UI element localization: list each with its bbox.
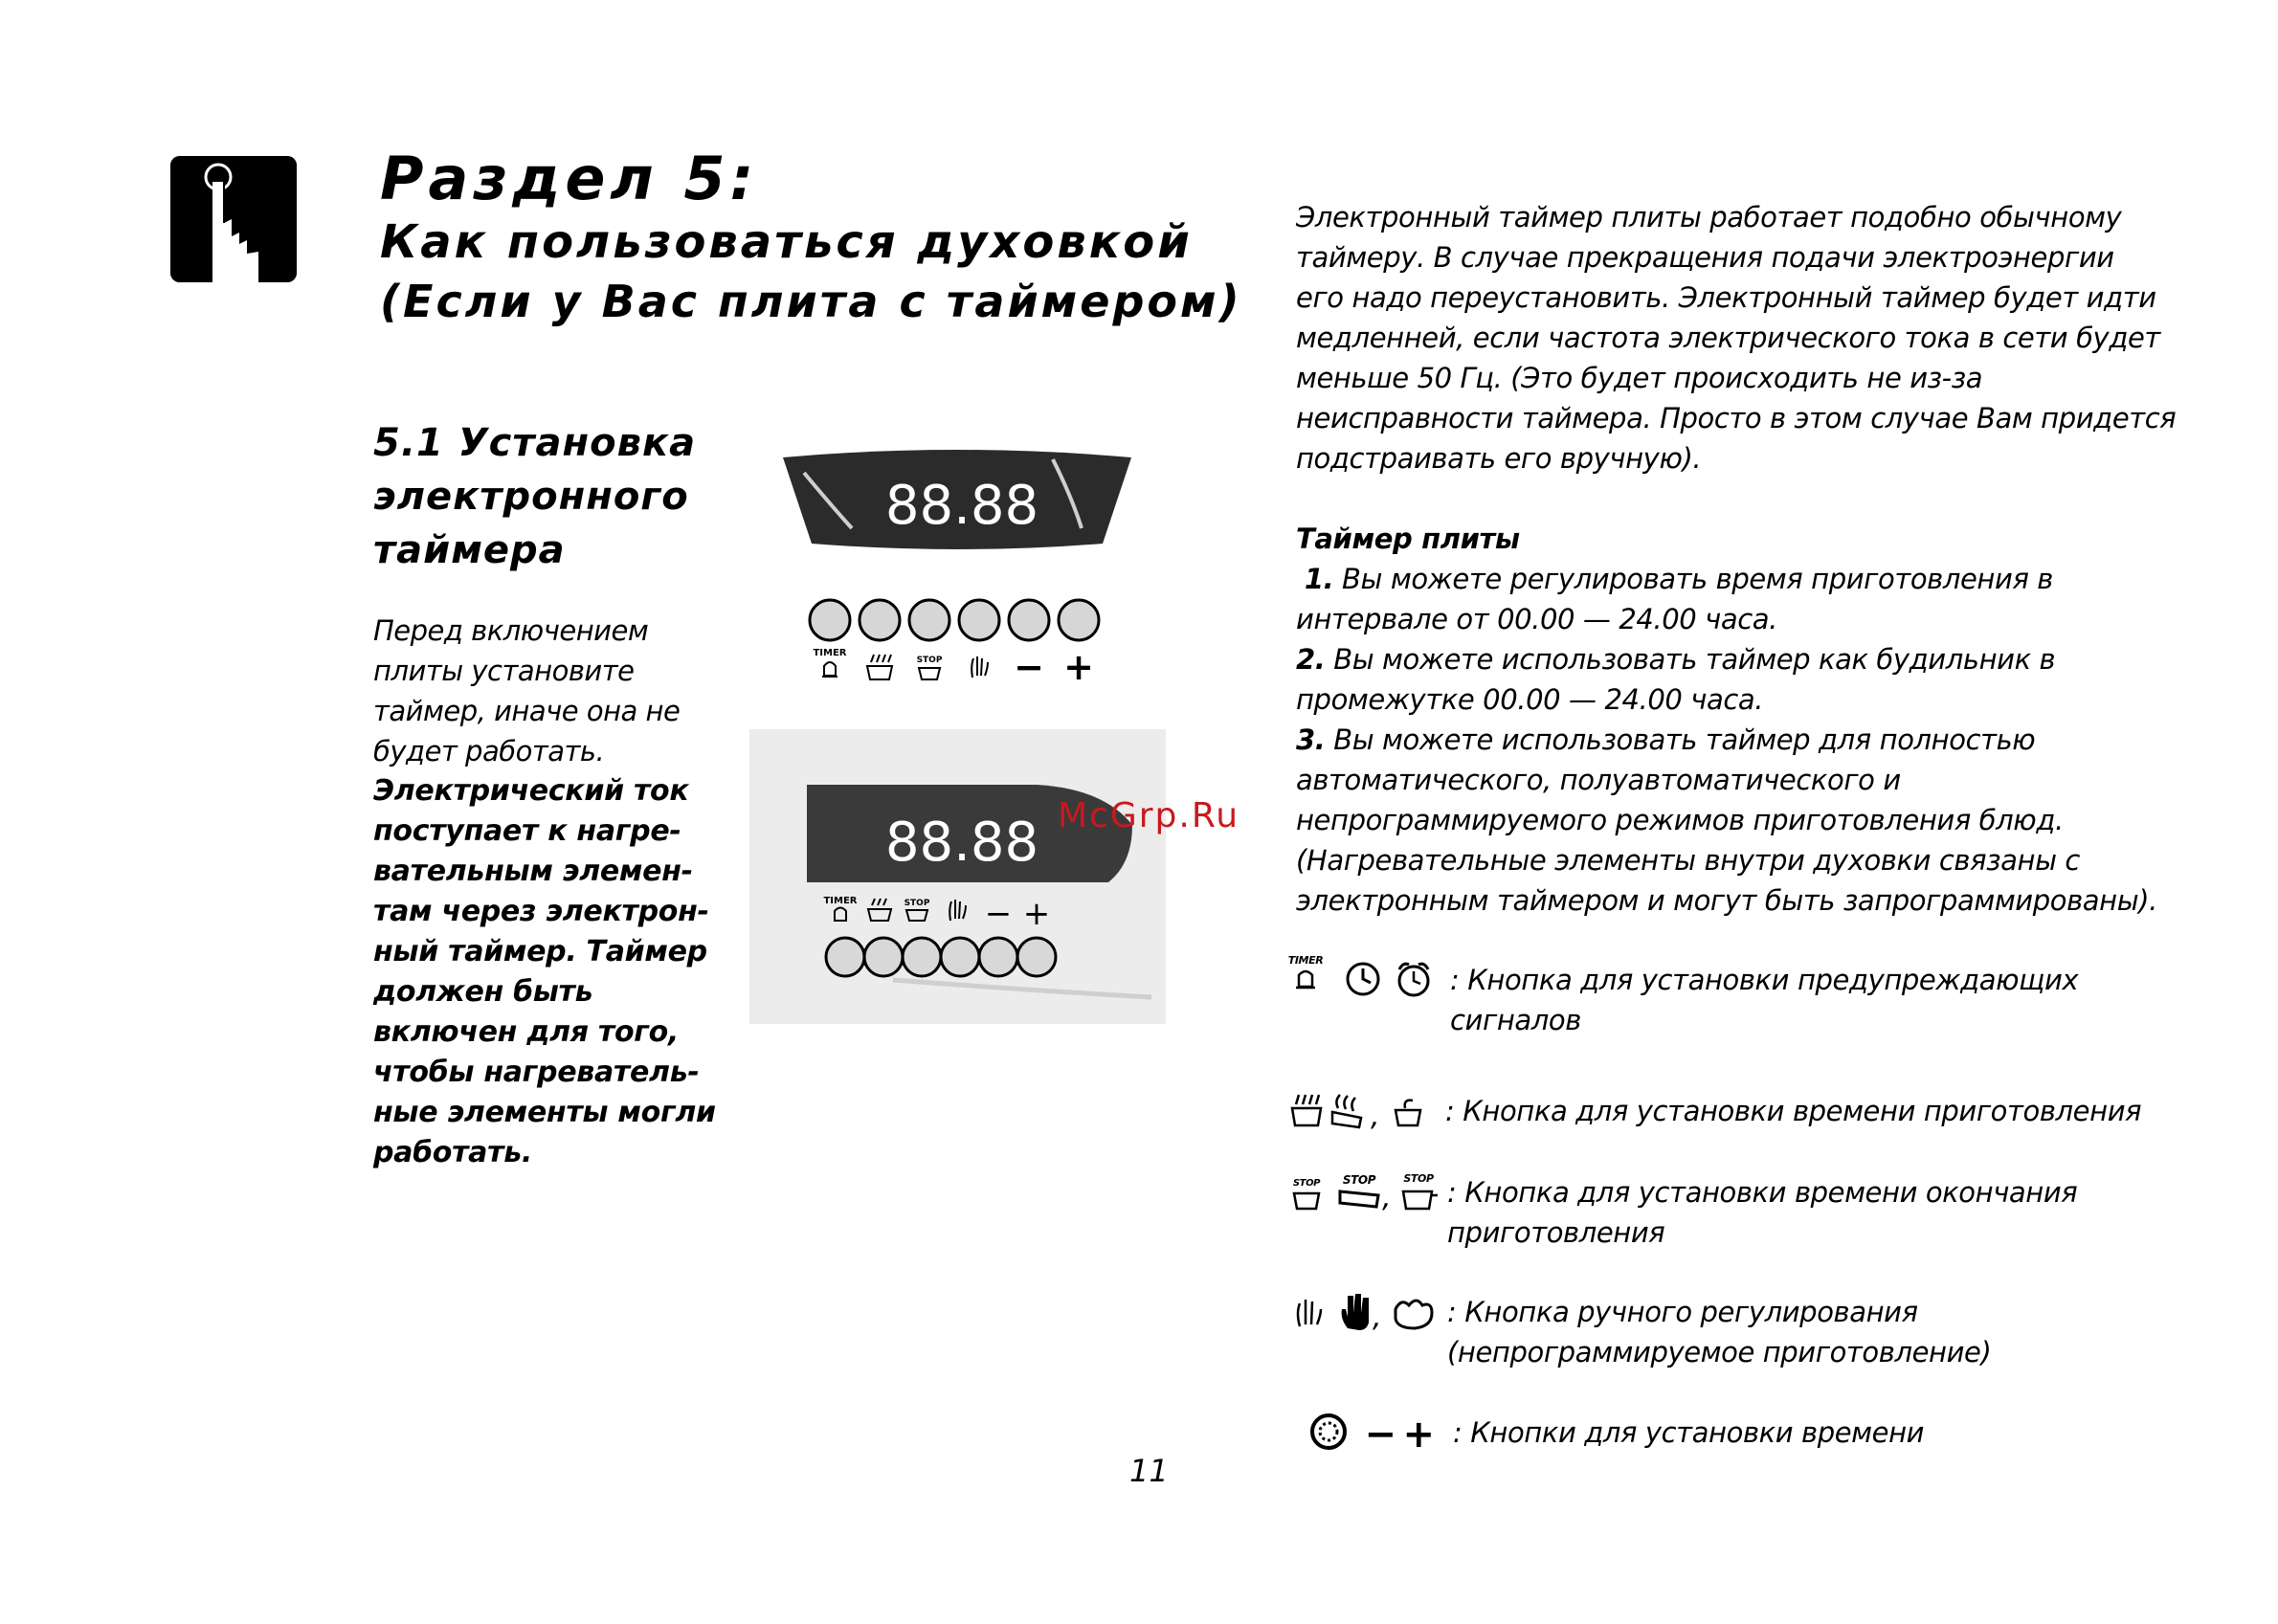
list-item-3-number: 3. — [1296, 723, 1326, 756]
legend-steam-tray-icon — [1332, 1095, 1361, 1127]
list-item-2-number: 2. — [1296, 643, 1326, 676]
panel1-end-time-icon — [919, 668, 940, 679]
list-item-2 — [1296, 639, 2215, 720]
legend-stop-tray-icon — [1340, 1191, 1378, 1207]
legend-minus-label: − — [1364, 1413, 1396, 1457]
panel1-manual-hand-icon — [972, 656, 988, 678]
panel2-timer-label: TIMER — [823, 896, 858, 906]
list-item-1 — [1296, 559, 2215, 639]
legend-cook-pot-icon — [1292, 1095, 1321, 1125]
legend-manual-row — [1283, 1284, 2240, 1370]
legend-end-time-row — [1283, 1165, 2240, 1251]
legend-cook-time-text: : Кнопка для установки времени приготовления — [1445, 1095, 2142, 1127]
legend-alarm-clock-icon — [1399, 964, 1428, 995]
panel2-bell-icon — [835, 908, 846, 922]
page-number: 11 — [1129, 1453, 1169, 1489]
legend-stop-label-2: STOP — [1342, 1173, 1376, 1187]
intro-text: Перед включением плиты установите таймер, иначе она не будет работать. — [373, 614, 681, 768]
panel2-display-value: 88.88 — [884, 812, 1039, 874]
legend-pot-icon — [1396, 1101, 1420, 1125]
panel1-plus-label: + — [1063, 646, 1094, 688]
legend-comma-3: , — [1373, 1301, 1382, 1334]
subsection-title: 5.1 Установка электронного таймера — [373, 421, 697, 572]
panel1-display-value: 88.88 — [884, 475, 1039, 537]
panel1-minus-label: − — [1014, 646, 1044, 688]
list-item-1-text: Вы можете регулировать время приготовления в интервале от 00.00 — 24.00 часа. — [1296, 563, 2053, 635]
legend-stop-label-1: STOP — [1292, 1178, 1321, 1189]
section-hand-icon — [170, 156, 297, 282]
right-intro-text: Электронный таймер плиты работает подобно обычному таймеру. В случае прекращения подачи электроэнергии его надо переустановить. Электронный таймер будет идти медленней, если частота электрического тока в сети будет меньше 50 Гц. (Это будет происходить не из-за неисправности таймера. Просто в этом случае Вам придется подстраивать его вручную). — [1296, 201, 2177, 475]
oven-timer-subheading: Таймер плиты — [1296, 523, 1520, 555]
legend-dial-icon — [1312, 1415, 1345, 1448]
panel1-stop-label: STOP — [916, 656, 943, 665]
section-title: Раздел 5: — [380, 144, 759, 213]
legend-clock-icon — [1348, 964, 1378, 994]
legend-stop-pot-icon — [1294, 1193, 1319, 1209]
list-item-3-text: Вы можете использовать таймер для полностью автоматического, полуавтоматического и непрограммируемого режимов приготовления блюд. (Нагревательные элементы внутри духовки связаны с электронным таймером и могут быть запрограммированы). — [1296, 723, 2157, 917]
legend-cook-time-row — [1283, 1083, 2240, 1141]
legend-manual-hand-icon — [1298, 1300, 1321, 1326]
legend-hand-filled-icon — [1342, 1294, 1369, 1330]
panel1-timer-label: TIMER — [813, 648, 847, 658]
section-subtitle-note: (Если у Вас плита с таймером) — [380, 276, 1242, 327]
legend-bell-icon — [1296, 971, 1315, 988]
watermark-text: McGrp.Ru — [1058, 796, 1240, 835]
list-item-2-text: Вы можете использовать таймер как будильник в промежутке 00.00 — 24.00 часа. — [1296, 643, 2056, 716]
panel1-bell-icon — [822, 662, 838, 677]
legend-comma-1: , — [1371, 1100, 1380, 1133]
list-item-1-number: 1. — [1304, 563, 1334, 595]
legend-plus-label: + — [1402, 1413, 1435, 1457]
panel2-minus-label: − — [984, 895, 1013, 933]
panel2-plus-label: + — [1022, 895, 1051, 933]
legend-stop-pan-icon — [1403, 1191, 1438, 1209]
legend-hands-icon — [1396, 1301, 1432, 1328]
list-item-3 — [1296, 720, 2215, 921]
legend-timer-text: : Кнопка для установки предупреждающих сигналов — [1450, 964, 2079, 1036]
panel2-manual-hand-icon — [949, 900, 966, 921]
right-column-text — [1296, 197, 2215, 921]
legend-stop-label-3: STOP — [1403, 1172, 1434, 1185]
intro-bold-text: Электрический ток поступает к нагре-вательным элемен-там через электрон-ный таймер. Таймер должен быть включен для того, чтобы нагреватель-ные элементы могли работать. — [373, 774, 716, 1169]
legend-end-time-text: : Кнопка для установки времени окончания приготовления — [1447, 1176, 2078, 1249]
timer-panel-illustration-1 — [775, 440, 1139, 699]
legend-comma-2: , — [1382, 1181, 1392, 1214]
section-subtitle: Как пользоваться духовкой — [380, 215, 1193, 269]
timer-panel-illustration-2 — [749, 729, 1166, 1024]
legend-manual-text: : Кнопка ручного регулирования (непрограммируемое приготовление) — [1447, 1296, 1992, 1368]
panel2-stop-label: STOP — [904, 899, 930, 908]
legend-time-row — [1283, 1405, 2240, 1462]
panel1-cook-time-icon — [867, 655, 892, 679]
panel2-end-time-icon — [906, 910, 927, 921]
panel2-cook-time-icon — [868, 899, 891, 921]
legend-time-text: : Кнопки для установки времени — [1453, 1416, 1925, 1449]
legend-timer-row — [1283, 952, 2240, 1038]
legend-timer-label: TIMER — [1287, 954, 1324, 967]
